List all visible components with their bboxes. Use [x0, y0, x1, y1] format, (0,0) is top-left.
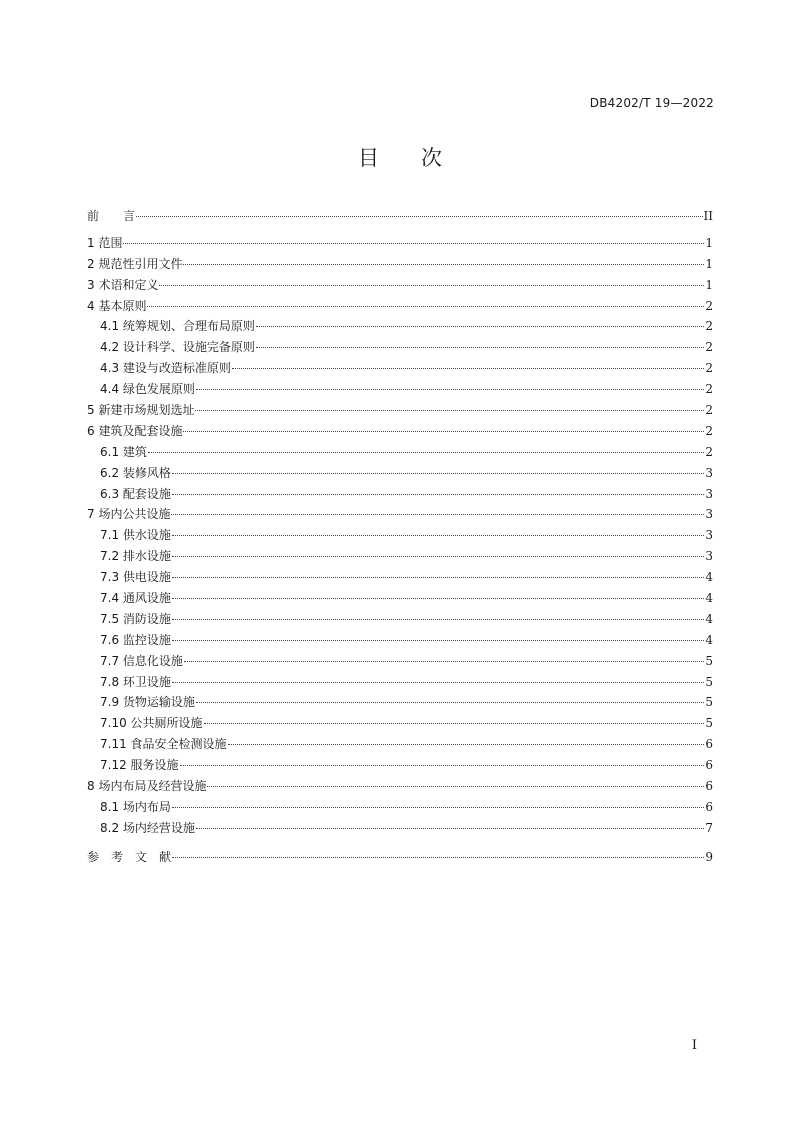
dot-leader [183, 431, 704, 432]
toc-entry-page: 6 [705, 758, 713, 773]
toc-entry-label: 7.8 环卫设施 [100, 674, 171, 689]
toc-entry-page: 3 [705, 549, 713, 564]
toc-entry-page: 2 [705, 423, 713, 438]
toc-entry-7-1[interactable] [87, 525, 713, 546]
dot-leader [159, 285, 704, 286]
toc-entry-7-10[interactable] [87, 713, 713, 734]
dot-leader [172, 473, 704, 474]
toc-entry-page: 4 [705, 632, 713, 647]
toc-entry-page: 1 [705, 256, 713, 271]
toc-entry-label: 7.9 货物运输设施 [100, 695, 195, 710]
toc-entry-page: 7 [705, 820, 713, 835]
toc-entry-label: 6.1 建筑 [100, 444, 147, 459]
toc-entry-label: 7 场内公共设施 [87, 507, 171, 522]
toc-entry-4-1[interactable] [87, 316, 713, 337]
toc-entry-page: 3 [705, 465, 713, 480]
toc-entry-page: 4 [705, 570, 713, 585]
toc-entry-7-8[interactable] [87, 672, 713, 693]
dot-leader [184, 661, 704, 662]
dot-leader [232, 368, 704, 369]
toc-entry-3[interactable] [87, 275, 713, 296]
toc-entry-1[interactable] [87, 233, 713, 254]
toc-entry-page: 6 [705, 737, 713, 752]
dot-leader [172, 494, 704, 495]
dot-leader [172, 640, 704, 641]
toc-entry-7-7[interactable] [87, 651, 713, 672]
toc-entry-page: 5 [705, 695, 713, 710]
toc-entry-page: 5 [705, 716, 713, 731]
dot-leader [172, 535, 704, 536]
toc-entry-page: 1 [705, 277, 713, 292]
toc-entry-6-2[interactable] [87, 463, 713, 484]
toc-entry-4[interactable] [87, 296, 713, 317]
toc-entry-7[interactable] [87, 504, 713, 525]
toc-entry-7-3[interactable] [87, 567, 713, 588]
toc-entry-page: 1 [705, 235, 713, 250]
toc-entry-7-5[interactable] [87, 609, 713, 630]
toc-entry-page: 4 [705, 591, 713, 606]
dot-leader [195, 410, 704, 411]
dot-leader [256, 347, 704, 348]
toc-entry-page: 3 [705, 486, 713, 501]
title-char-1: 目 [358, 146, 379, 170]
toc-entry-foreword[interactable] [87, 206, 713, 227]
toc-entry-8[interactable] [87, 776, 713, 797]
toc-entry-8-2[interactable] [87, 818, 713, 839]
toc-entry-6[interactable] [87, 421, 713, 442]
toc-entry-label: 7.11 食品安全检测设施 [100, 737, 227, 752]
toc-entry-page: 5 [705, 653, 713, 668]
toc-entry-page: 2 [705, 340, 713, 355]
dot-leader [172, 807, 704, 808]
toc-entry-page: 9 [705, 849, 713, 864]
dot-leader [180, 765, 704, 766]
toc-entry-5[interactable] [87, 400, 713, 421]
toc-entry-6-1[interactable] [87, 442, 713, 463]
toc-entry-page: 4 [705, 611, 713, 626]
dot-leader [196, 702, 704, 703]
dot-leader [147, 306, 704, 307]
toc-entry-6-3[interactable] [87, 484, 713, 505]
toc-entry-4-3[interactable] [87, 358, 713, 379]
toc-entry-label: 7.2 排水设施 [100, 549, 171, 564]
dot-leader [207, 786, 704, 787]
toc-entry-label: 8.2 场内经营设施 [100, 820, 195, 835]
toc-entry-7-11[interactable] [87, 734, 713, 755]
toc-entry-7-6[interactable] [87, 630, 713, 651]
title-char-2: 次 [421, 146, 442, 170]
toc-entry-label: 5 新建市场规划选址 [87, 403, 195, 418]
dot-leader [183, 264, 704, 265]
toc-entry-label: 3 术语和定义 [87, 277, 159, 292]
toc-entry-page: II [703, 209, 713, 223]
dot-leader [136, 216, 703, 217]
dot-leader [148, 452, 704, 453]
toc-entry-4-2[interactable] [87, 337, 713, 358]
dot-leader [228, 744, 704, 745]
document-code: DB4202/T 19—2022 [589, 96, 714, 110]
dot-leader [172, 556, 704, 557]
dot-leader [172, 682, 704, 683]
toc-entry-page: 3 [705, 528, 713, 543]
toc-entry-label: 7.5 消防设施 [100, 611, 171, 626]
toc-entry-label: 7.6 监控设施 [100, 632, 171, 647]
toc-entry-7-12[interactable] [87, 755, 713, 776]
toc-entry-4-4[interactable] [87, 379, 713, 400]
toc-entry-label: 参 考 文 献 [87, 849, 172, 864]
dot-leader [172, 577, 704, 578]
toc-entry-label: 6.2 装修风格 [100, 465, 171, 480]
toc-entry-label: 7.1 供水设施 [100, 528, 171, 543]
toc-entry-label: 前 言 [87, 209, 136, 223]
toc-entry-label: 1 范围 [87, 235, 123, 250]
dot-leader [172, 857, 704, 858]
toc-entry-label: 2 规范性引用文件 [87, 256, 183, 271]
toc-entry-label: 8 场内布局及经营设施 [87, 779, 207, 794]
toc-entry-8-1[interactable] [87, 797, 713, 818]
toc-entry-page: 5 [705, 674, 713, 689]
dot-leader [172, 619, 704, 620]
toc-entry-label: 7.12 服务设施 [100, 758, 179, 773]
toc-entry-label: 4.1 统筹规划、合理布局原则 [100, 319, 255, 334]
toc-entry-page: 2 [705, 382, 713, 397]
toc-entry-2[interactable] [87, 254, 713, 275]
toc-entry-page: 3 [705, 507, 713, 522]
dot-leader [204, 723, 704, 724]
toc-entry-page: 2 [705, 444, 713, 459]
toc-entry-label: 4.3 建设与改造标准原则 [100, 361, 231, 376]
toc-entry-page: 2 [705, 319, 713, 334]
dot-leader [256, 326, 704, 327]
toc-entry-label: 8.1 场内布局 [100, 799, 171, 814]
toc-entry-page: 2 [705, 361, 713, 376]
toc-entry-7-2[interactable] [87, 546, 713, 567]
page-title [0, 142, 800, 172]
table-of-contents [87, 206, 713, 868]
toc-entry-references[interactable] [87, 847, 713, 868]
toc-entry-page: 6 [705, 799, 713, 814]
toc-entry-page: 2 [705, 403, 713, 418]
toc-entry-label: 7.7 信息化设施 [100, 653, 183, 668]
toc-entry-label: 7.3 供电设施 [100, 570, 171, 585]
toc-entry-label: 4 基本原则 [87, 298, 147, 313]
toc-entry-label: 4.2 设计科学、设施完备原则 [100, 340, 255, 355]
page-number: I [691, 1038, 697, 1053]
toc-entry-label: 7.10 公共厕所设施 [100, 716, 203, 731]
toc-entry-label: 4.4 绿色发展原则 [100, 382, 195, 397]
toc-entry-label: 6 建筑及配套设施 [87, 423, 183, 438]
toc-entry-7-9[interactable] [87, 692, 713, 713]
dot-leader [196, 389, 704, 390]
dot-leader [171, 514, 704, 515]
dot-leader [123, 243, 704, 244]
toc-entry-page: 6 [705, 779, 713, 794]
dot-leader [172, 598, 704, 599]
toc-entry-label: 6.3 配套设施 [100, 486, 171, 501]
toc-entry-page: 2 [705, 298, 713, 313]
toc-entry-7-4[interactable] [87, 588, 713, 609]
dot-leader [196, 828, 704, 829]
toc-entry-label: 7.4 通风设施 [100, 591, 171, 606]
